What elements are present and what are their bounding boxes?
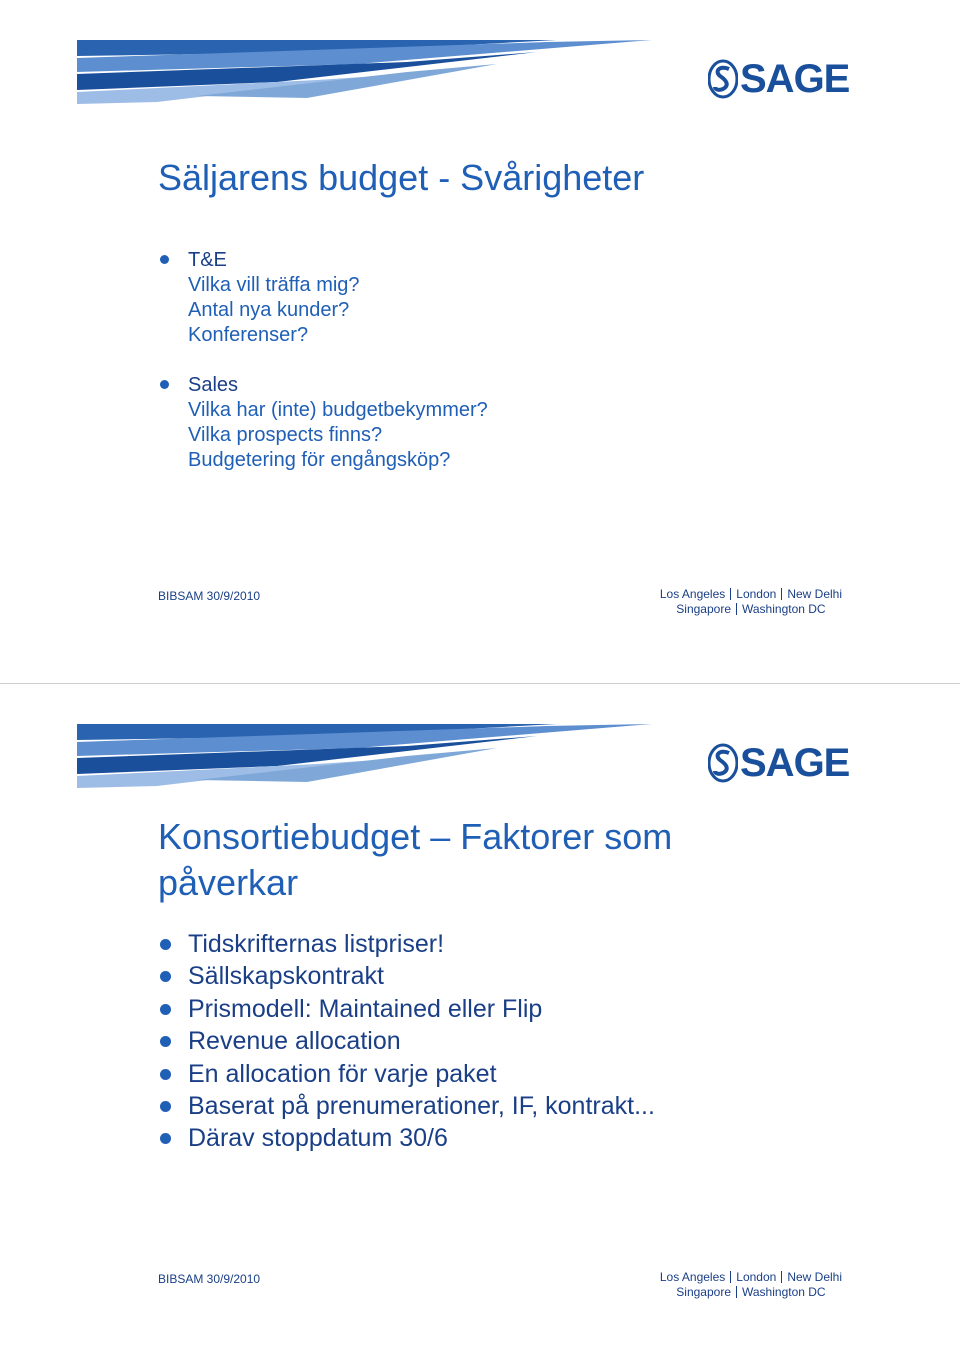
bullet-dot-icon (160, 1101, 171, 1112)
bullet-item (158, 373, 488, 473)
footer-office-locations (660, 587, 842, 617)
bullet-item (158, 928, 655, 960)
bullet-item (158, 1058, 655, 1090)
bullet-dot-icon (160, 1133, 171, 1144)
bullet-line: Antal nya kunder? (188, 299, 350, 321)
office-location: New Delhi (787, 1270, 842, 1284)
office-location: Los Angeles (659, 587, 726, 601)
bullet-line: Budgetering för engångsköp? (188, 449, 451, 471)
office-location: Singapore (676, 602, 731, 616)
sage-logo-text: SAGE (740, 57, 850, 101)
bullet-item (158, 1090, 655, 1122)
bullet-item (158, 1122, 655, 1154)
header-swoosh-graphic (77, 722, 657, 792)
bullet-text: Revenue allocation (188, 1027, 401, 1056)
bullet-heading: T&E (188, 249, 227, 271)
bullet-text: Sällskapskontrakt (188, 962, 384, 991)
bullet-line: Konferenser? (188, 324, 309, 346)
bullet-dot-icon (160, 255, 169, 264)
sage-logo-mark-icon (708, 59, 738, 99)
sage-logo (708, 739, 849, 787)
sage-logo (708, 55, 849, 103)
bullet-text: En allocation för varje paket (188, 1059, 497, 1088)
bullet-dot-icon (160, 939, 171, 950)
footer-event-date: BIBSAM 30/9/2010 (158, 589, 261, 603)
sage-logo-mark-icon (708, 743, 738, 783)
divider (736, 1286, 737, 1298)
office-location: Washington DC (742, 1285, 826, 1299)
office-location: Singapore (676, 1285, 731, 1299)
bullet-item (158, 248, 488, 348)
bullet-line: Vilka prospects finns? (188, 424, 383, 446)
slide-title: Konsortiebudget – Faktorer som påverkar (158, 816, 673, 903)
divider (730, 588, 731, 600)
office-location: Los Angeles (659, 1270, 726, 1284)
bullet-dot-icon (160, 1069, 171, 1080)
divider (736, 603, 737, 615)
bullet-item (158, 1025, 655, 1057)
bullet-dot-icon (160, 1004, 171, 1015)
bullet-line: Vilka vill träffa mig? (188, 274, 360, 296)
office-location: Washington DC (742, 602, 826, 616)
sage-logo-text: SAGE (740, 741, 850, 785)
bullet-dot-icon (160, 380, 169, 389)
office-location: London (736, 587, 777, 601)
bullet-line: Vilka har (inte) budgetbekymmer? (188, 399, 488, 421)
office-location: London (736, 1270, 777, 1284)
office-location: New Delhi (787, 587, 842, 601)
bullet-text: Baserat på prenumerationer, IF, kontrakt... (188, 1092, 655, 1121)
bullet-list (158, 248, 488, 498)
bullet-dot-icon (160, 1036, 171, 1047)
header-swoosh-graphic (77, 38, 657, 108)
slide-2 (0, 684, 960, 1367)
divider (781, 1271, 782, 1283)
bullet-item (158, 960, 655, 992)
bullet-text: Prismodell: Maintained eller Flip (188, 994, 543, 1023)
bullet-list (158, 928, 655, 1155)
bullet-text: Tidskrifternas listpriser! (188, 930, 445, 958)
bullet-text: Därav stoppdatum 30/6 (188, 1124, 448, 1153)
divider (730, 1271, 731, 1283)
divider (781, 588, 782, 600)
bullet-heading: Sales (188, 374, 239, 396)
bullet-item (158, 993, 655, 1025)
slide-title: Säljarens budget - Svårigheter (158, 157, 645, 198)
bullet-dot-icon (160, 971, 171, 982)
footer-office-locations (660, 1270, 842, 1300)
footer-event-date: BIBSAM 30/9/2010 (158, 1272, 261, 1286)
